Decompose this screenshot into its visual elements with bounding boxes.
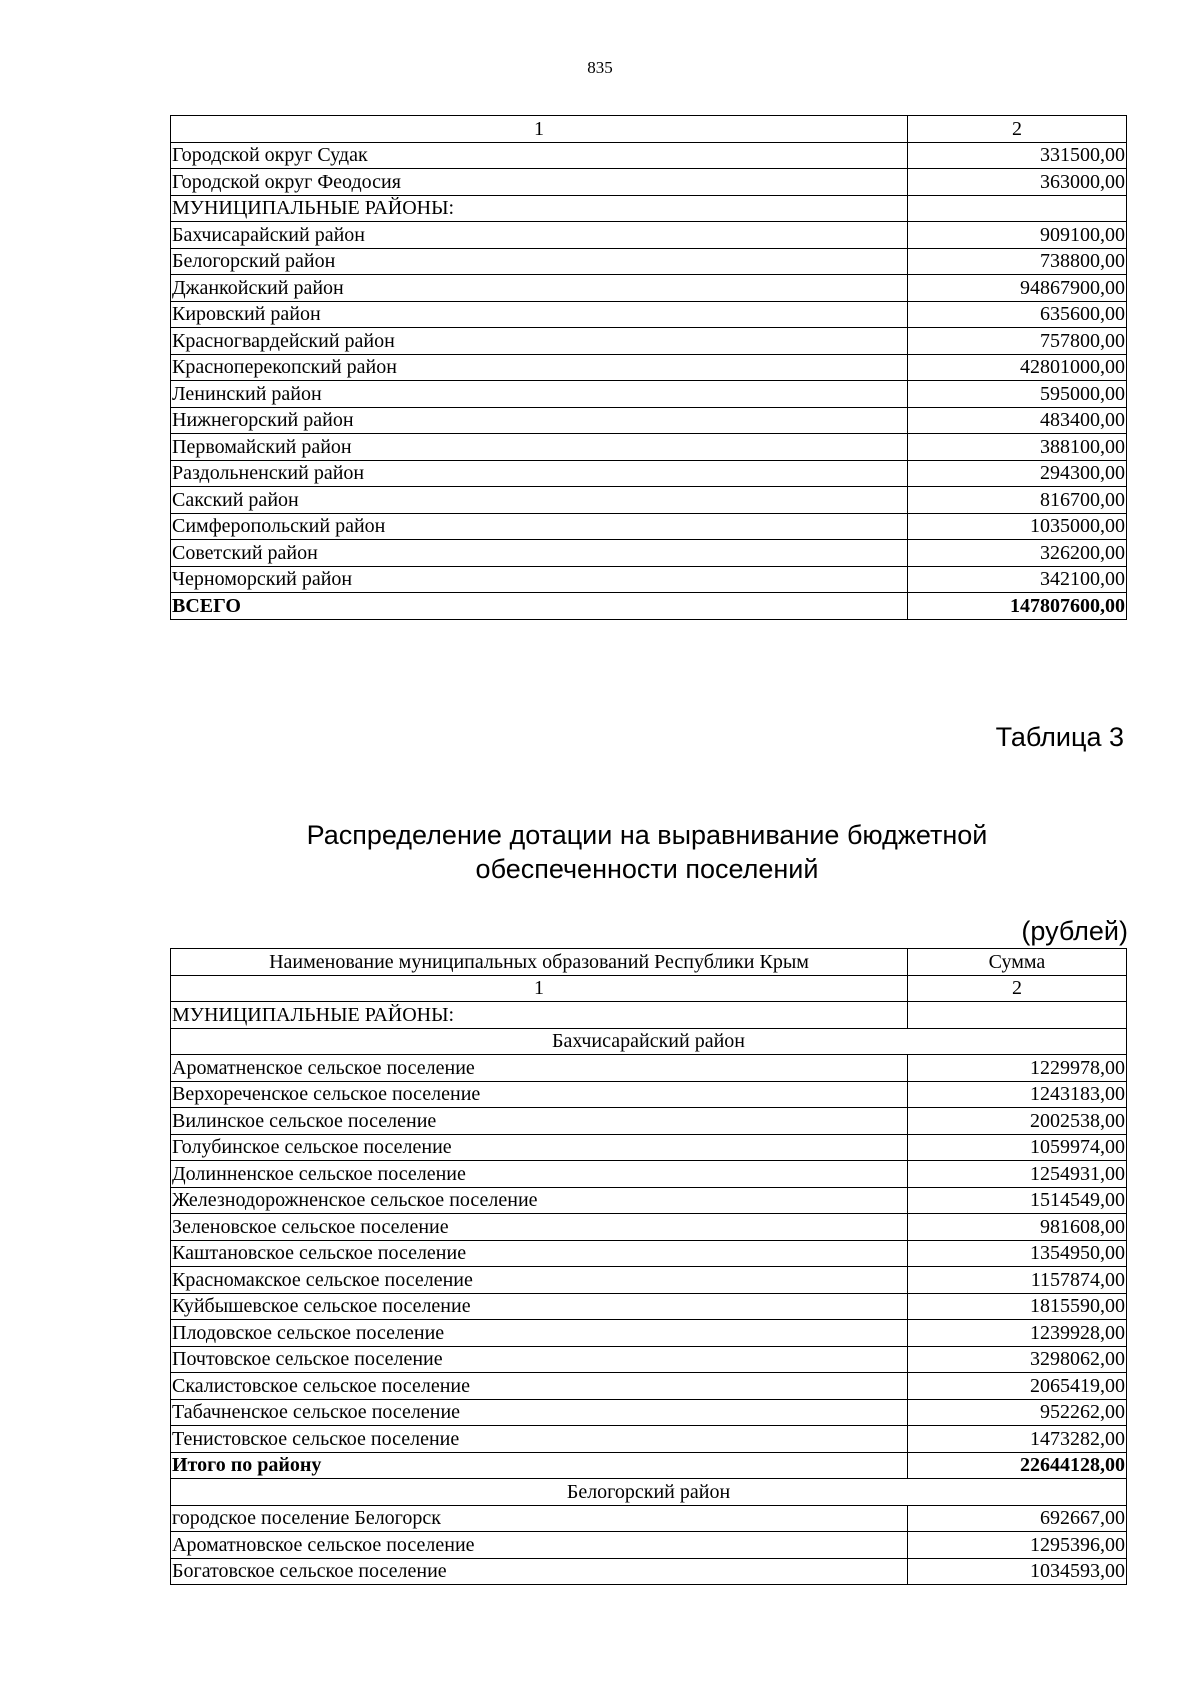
row-value: 342100,00 [908,566,1127,593]
row-name: Итого по району [171,1452,908,1479]
table-row [171,1373,1127,1400]
row-value: 326200,00 [908,540,1127,567]
row-value: 909100,00 [908,222,1127,249]
table-row [171,1558,1127,1585]
row-name: Зеленовское сельское поселение [171,1214,908,1241]
column-number-2: 2 [908,116,1127,143]
row-name: городское поселение Белогорск [171,1505,908,1532]
column-header-row [171,949,1127,976]
row-value: 1815590,00 [908,1293,1127,1320]
row-value: 1514549,00 [908,1187,1127,1214]
units-label: (рублей) [1021,916,1128,946]
table-row [171,460,1127,487]
row-value: 42801000,00 [908,354,1127,381]
table-row [171,1081,1127,1108]
row-name: Нижнегорский район [171,407,908,434]
row-value: 1243183,00 [908,1081,1127,1108]
table-row [171,1240,1127,1267]
table-row [171,301,1127,328]
table-row [171,407,1127,434]
group-row [171,1002,1127,1029]
row-name: Городской округ Судак [171,142,908,169]
row-name: Вилинское сельское поселение [171,1108,908,1135]
row-name: Советский район [171,540,908,567]
row-value: 1254931,00 [908,1161,1127,1188]
row-name: Бахчисарайский район [171,222,908,249]
row-name: Кировский район [171,301,908,328]
row-name: Тенистовское сельское поселение [171,1426,908,1453]
table-row [171,142,1127,169]
row-name: ВСЕГО [171,593,908,620]
row-value: 22644128,00 [908,1452,1127,1479]
group-empty-cell [908,1002,1127,1029]
table-title [170,818,1124,886]
row-value: 757800,00 [908,328,1127,355]
row-value: 363000,00 [908,169,1127,196]
column-number-row [171,116,1127,143]
table-row [171,354,1127,381]
row-name: Джанкойский район [171,275,908,302]
row-name: Железнодорожненское сельское поселение [171,1187,908,1214]
row-name: Почтовское сельское поселение [171,1346,908,1373]
district-header-row [171,1028,1127,1055]
row-value: 1473282,00 [908,1426,1127,1453]
total-row [171,593,1127,620]
row-name: Куйбышевское сельское поселение [171,1293,908,1320]
row-name: Голубинское сельское поселение [171,1134,908,1161]
table-row [171,487,1127,514]
row-value: 1034593,00 [908,1558,1127,1585]
row-name: Первомайский район [171,434,908,461]
row-value: 1229978,00 [908,1055,1127,1082]
row-name: Ленинский район [171,381,908,408]
row-name: Плодовское сельское поселение [171,1320,908,1347]
table-row [171,1399,1127,1426]
table-title-line-1: Распределение дотации на выравнивание бюджетной [306,820,988,850]
table-row [171,513,1127,540]
row-name: Раздольненский район [171,460,908,487]
table-row [171,1532,1127,1559]
row-value [908,195,1127,222]
row-name: Ароматновское сельское поселение [171,1532,908,1559]
column-number-row [171,975,1127,1002]
table-row [171,248,1127,275]
table-label: Таблица 3 [995,722,1124,752]
row-name: Верхореченское сельское поселение [171,1081,908,1108]
row-name: Красноперекопский район [171,354,908,381]
row-value: 331500,00 [908,142,1127,169]
row-name: Долинненское сельское поселение [171,1161,908,1188]
subtotal-row [171,1452,1127,1479]
table-row [171,1108,1127,1135]
row-value: 816700,00 [908,487,1127,514]
row-value: 635600,00 [908,301,1127,328]
row-value: 1035000,00 [908,513,1127,540]
column-number-2: 2 [908,975,1127,1002]
table-row [171,381,1127,408]
column-header-sum: Сумма [908,949,1127,976]
row-value: 1354950,00 [908,1240,1127,1267]
row-value: 94867900,00 [908,275,1127,302]
row-value: 388100,00 [908,434,1127,461]
row-value: 1059974,00 [908,1134,1127,1161]
table-row [171,275,1127,302]
row-value: 483400,00 [908,407,1127,434]
row-name: Черноморский район [171,566,908,593]
table-row [171,1134,1127,1161]
row-value: 2002538,00 [908,1108,1127,1135]
table-row [171,1187,1127,1214]
table-row [171,1505,1127,1532]
row-value: 1295396,00 [908,1532,1127,1559]
row-name: Скалистовское сельское поселение [171,1373,908,1400]
table-3 [170,948,1127,1585]
row-value: 294300,00 [908,460,1127,487]
row-name: Каштановское сельское поселение [171,1240,908,1267]
row-name: МУНИЦИПАЛЬНЫЕ РАЙОНЫ: [171,195,908,222]
table-row [171,1293,1127,1320]
top-table [170,115,1127,620]
row-value: 2065419,00 [908,1373,1127,1400]
page-number: 835 [587,58,613,77]
table-row [171,1346,1127,1373]
row-name: Городской округ Феодосия [171,169,908,196]
table-row [171,1161,1127,1188]
row-name: Белогорский район [171,248,908,275]
table-row [171,195,1127,222]
table-row [171,328,1127,355]
row-name: Табачненское сельское поселение [171,1399,908,1426]
group-label: МУНИЦИПАЛЬНЫЕ РАЙОНЫ: [171,1002,908,1029]
table-title-line-2: обеспеченности поселений [475,854,819,884]
row-value: 1157874,00 [908,1267,1127,1294]
table-row [171,566,1127,593]
row-value: 1239928,00 [908,1320,1127,1347]
column-number-1: 1 [171,975,908,1002]
row-name: Симферопольский район [171,513,908,540]
row-name: Сакский район [171,487,908,514]
row-value: 738800,00 [908,248,1127,275]
row-name: Ароматненское сельское поселение [171,1055,908,1082]
table-row [171,222,1127,249]
table-row [171,1320,1127,1347]
table-row [171,169,1127,196]
table-row [171,1267,1127,1294]
row-name: Богатовское сельское поселение [171,1558,908,1585]
district-header-row [171,1479,1127,1506]
column-number-1: 1 [171,116,908,143]
table-row [171,1055,1127,1082]
table-row [171,1214,1127,1241]
row-name: Красногвардейский район [171,328,908,355]
table-row [171,540,1127,567]
table-row [171,1426,1127,1453]
row-name: Красномакское сельское поселение [171,1267,908,1294]
table-row [171,434,1127,461]
row-value: 952262,00 [908,1399,1127,1426]
row-value: 692667,00 [908,1505,1127,1532]
row-value: 981608,00 [908,1214,1127,1241]
row-value: 147807600,00 [908,593,1127,620]
row-value: 3298062,00 [908,1346,1127,1373]
district-name: Белогорский район [171,1479,1127,1506]
column-header-name: Наименование муниципальных образований Республики Крым [171,949,908,976]
district-name: Бахчисарайский район [171,1028,1127,1055]
row-value: 595000,00 [908,381,1127,408]
